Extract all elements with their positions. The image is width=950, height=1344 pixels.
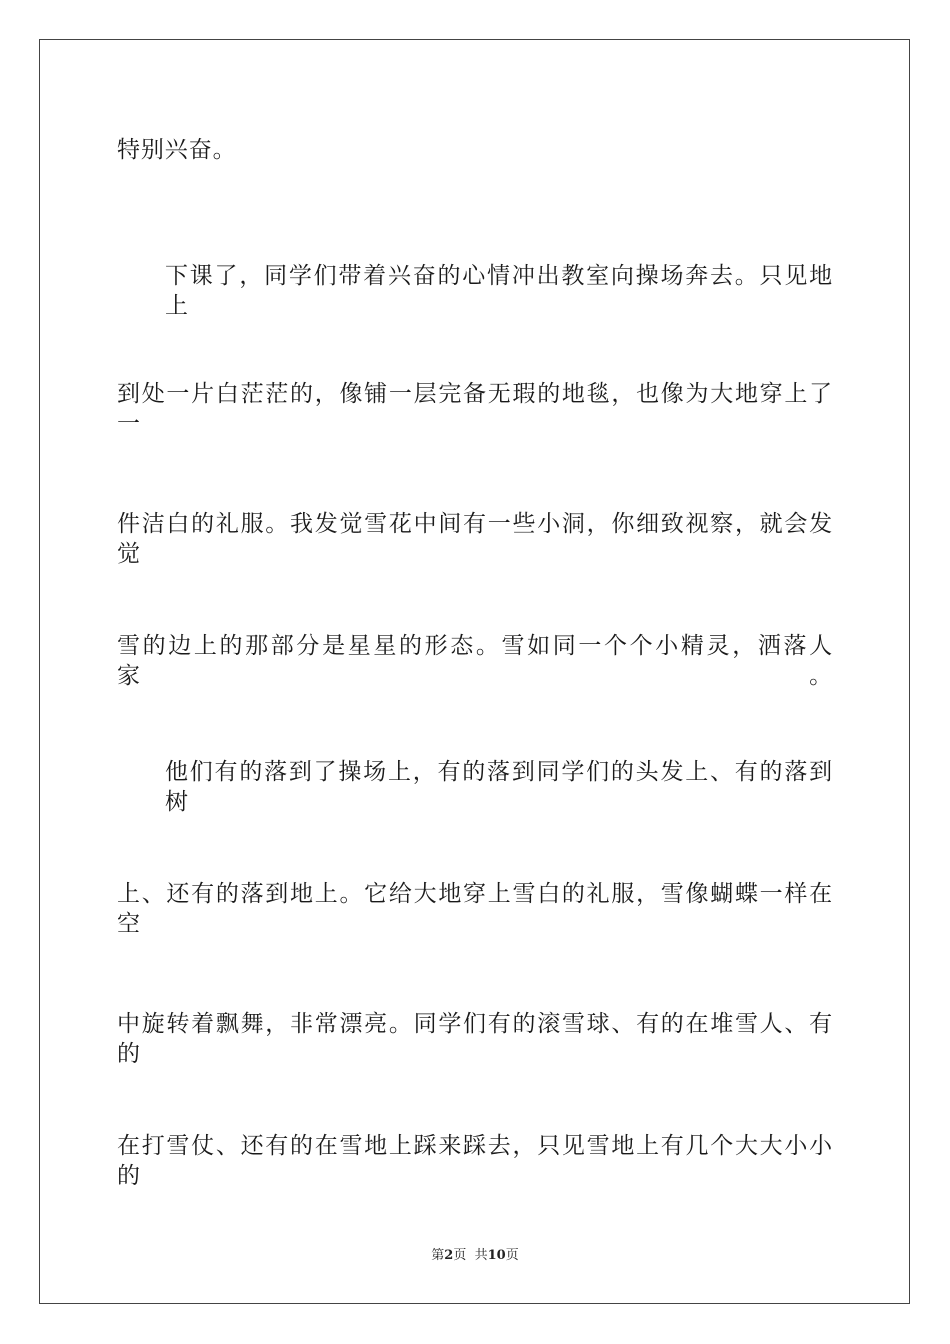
text-line-1: 特别兴奋。 (117, 137, 237, 163)
text-line-6: 他们有的落到了操场上，有的落到同学们的头发上、有的落到树 (165, 759, 833, 815)
page-mid-text: 页 共 (453, 1248, 488, 1263)
text-line-4: 件洁白的礼服。我发觉雪花中间有一些小洞，你细致视察，就会发觉 (117, 511, 833, 567)
total-page-number: 10 (487, 1248, 506, 1263)
page-suffix: 页 (505, 1248, 519, 1263)
text-line-5: 雪的边上的那部分是星星的形态。雪如同一个个小精灵，洒落人家。 (117, 633, 833, 689)
text-line-9: 在打雪仗、还有的在雪地上踩来踩去，只见雪地上有几个大大小小的 (117, 1133, 833, 1189)
current-page-number: 2 (444, 1248, 454, 1263)
page-prefix: 第 (431, 1248, 445, 1263)
text-line-7: 上、还有的落到地上。它给大地穿上雪白的礼服，雪像蝴蝶一样在空 (117, 881, 833, 937)
page-number-footer (0, 1247, 950, 1265)
text-line-2: 下课了，同学们带着兴奋的心情冲出教室向操场奔去。只见地上 (165, 263, 833, 319)
text-line-8: 中旋转着飘舞，非常漂亮。同学们有的滚雪球、有的在堆雪人、有的 (117, 1011, 833, 1067)
text-line-3: 到处一片白茫茫的，像铺一层完备无瑕的地毯，也像为大地穿上了一 (117, 381, 833, 437)
